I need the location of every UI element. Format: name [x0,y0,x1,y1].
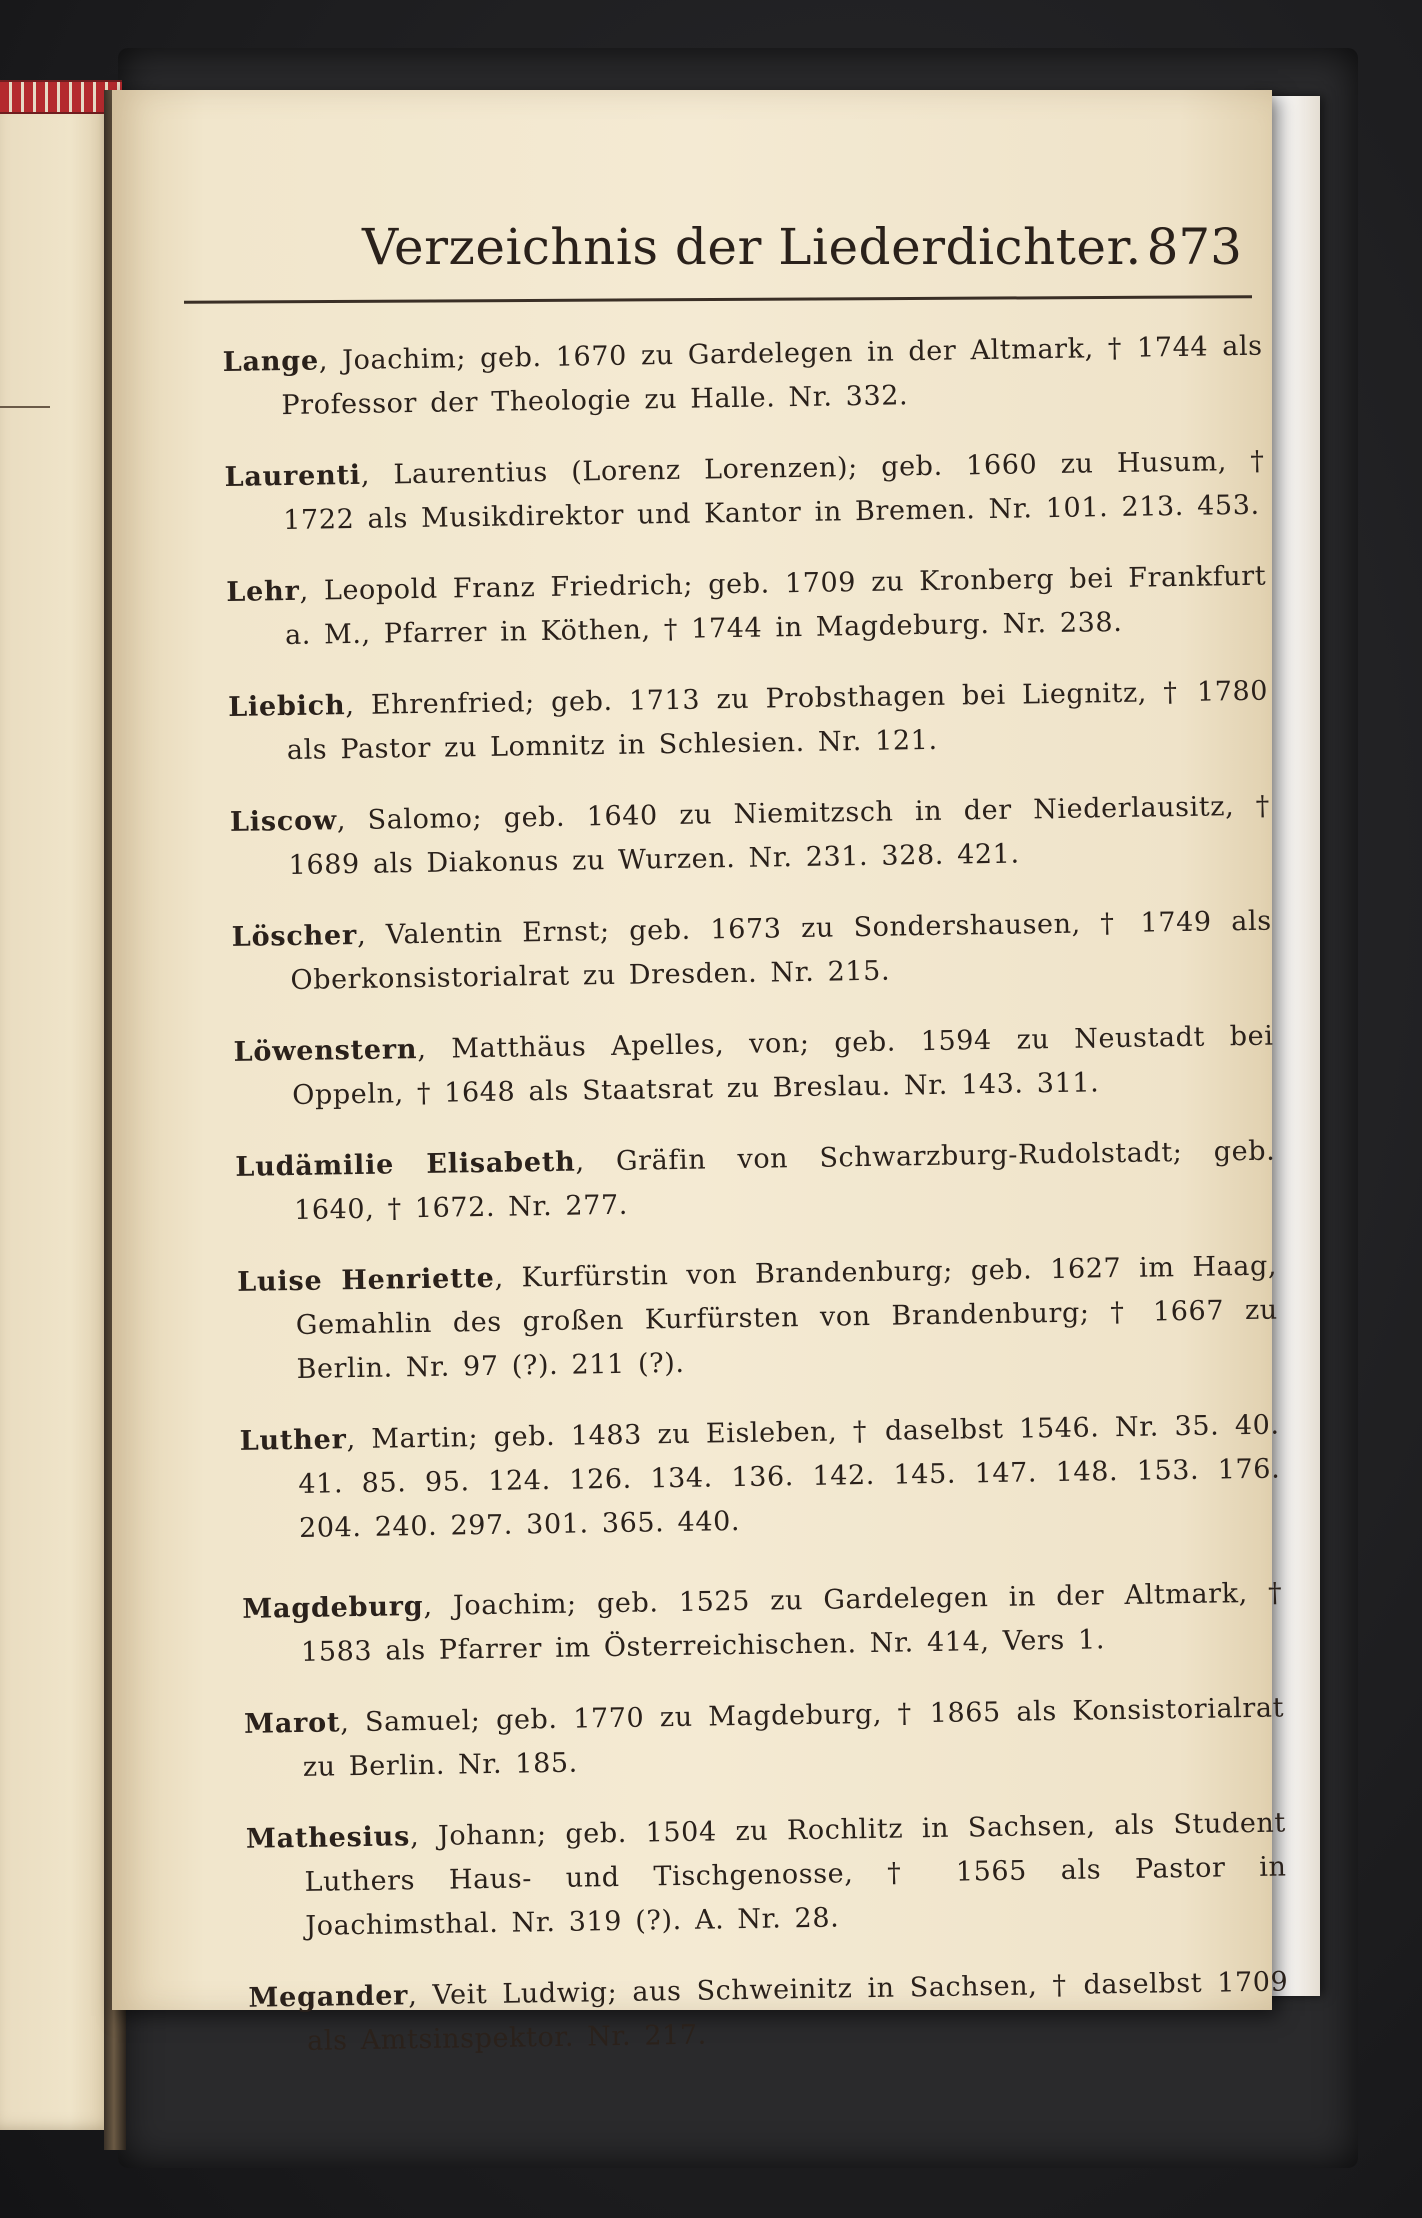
index-entry [230,785,1271,889]
page-header [362,218,1242,298]
poet-name: Löwenstern [233,1034,418,1068]
index-entry [235,1130,1276,1234]
poet-name: Löscher [231,919,358,953]
poet-name: Lehr [226,575,300,608]
poet-details: , Ehrenfried; geb. 1713 zu Probsthagen bei Liegnitz, † 1780 als Pastor zu Lomnitz in Schlesien. Nr. 121. [286,675,1269,767]
poet-name: Luise Henriette [236,1262,495,1298]
poet-name: Ludämilie Elisabeth [235,1146,576,1183]
index-entry [233,1015,1274,1119]
poet-name: Laurenti [224,459,362,493]
poet-details: , Kurfürstin von Brandenburg; geb. 1627 im Haag, Gemahlin des großen Kurfürsten von Brandenburg; † 1667 zu Berlin. Nr. 97 (?). 211 (?). [295,1250,1279,1385]
poet-name: Magdeburg [242,1590,424,1625]
running-title: Verzeichnis der Liederdichter. [362,218,1142,276]
poet-details: , Samuel; geb. 1770 zu Magdeburg, † 1865 als Konsistorialrat zu Berlin. Nr. 185. [302,1692,1285,1783]
poet-details: , Johann; geb. 1504 zu Rochlitz in Sachsen, als Student Luthers Haus- und Tischgenosse, † 1565 als Pastor in Joachimsthal. Nr. 319 (?). A. Nr. 28. [304,1807,1287,1942]
poet-name: Liebich [227,690,346,723]
poet-details: , Valentin Ernst; geb. 1673 zu Sondershausen, † 1749 als Oberkonsistorialrat zu Dresden. Nr. 215. [290,905,1272,997]
index-entry [237,1245,1279,1393]
poet-name: Liscow [229,805,338,838]
poet-details: , Salomo; geb. 1640 zu Niemitzsch in der Niederlausitz, † 1689 als Diakonus zu Wurzen. Nr. 231. 328. 421. [288,790,1271,882]
poet-name: Marot [243,1707,341,1740]
index-entry [222,325,1263,429]
index-entry [244,1686,1285,1790]
index-entry [239,1404,1281,1552]
poet-index-list [222,298,1290,2075]
poet-name: Mathesius [245,1821,411,1855]
left-page-rule [0,406,50,408]
left-facing-page [0,100,118,2130]
poet-details: , Joachim; geb. 1525 zu Gardelegen in der Altmark, † 1583 als Pfarrer im Österreichischen. Nr. 414, Vers 1. [300,1577,1283,1668]
poet-details: , Joachim; geb. 1670 zu Gardelegen in der Altmark, † 1744 als Professor der Theologie zu Halle. Nr. 332. [281,330,1263,422]
poet-name: Lange [222,345,320,378]
poet-details: , Laurentius (Lorenz Lorenzen); geb. 1660 zu Husum, † 1722 als Musikdirektor und Kantor in Bremen. Nr. 101. 213. 453. [283,445,1265,537]
index-entry [228,670,1269,774]
index-entry [246,1801,1288,1949]
poet-name: Luther [239,1424,347,1457]
book-page [112,90,1289,2057]
index-entry [224,440,1265,544]
index-entry [248,1960,1289,2064]
poet-details: , Gräfin von Schwarzburg-Rudolstadt; geb. 1640, † 1672. Nr. 277. [293,1135,1276,1226]
index-entry [231,900,1272,1004]
poet-name: Megander [248,1980,409,2014]
poet-details: , Matthäus Apelles, von; geb. 1594 zu Neustadt bei Oppeln, † 1648 als Staatsrat zu Breslau. Nr. 143. 311. [292,1020,1274,1111]
index-entry [242,1572,1283,1676]
index-entry [226,555,1267,659]
poet-details: , Leopold Franz Friedrich; geb. 1709 zu Kronberg bei Frankfurt a. M., Pfarrer in Köthen, † 1744 in Magdeburg. Nr. 238. [284,560,1267,652]
poet-details: , Veit Ludwig; aus Schweinitz in Sachsen, † daselbst 1709 als Amtsinspektor. Nr. 217. [306,1966,1289,2057]
page-number: 873 [1146,218,1242,276]
poet-details: , Martin; geb. 1483 zu Eisleben, † daselbst 1546. Nr. 35. 40. 41. 85. 95. 124. 126. 134. 136. 142. 145. 147. 148. 153. 176. 204. 240. 297. 301. 365. 440. [298,1409,1281,1544]
